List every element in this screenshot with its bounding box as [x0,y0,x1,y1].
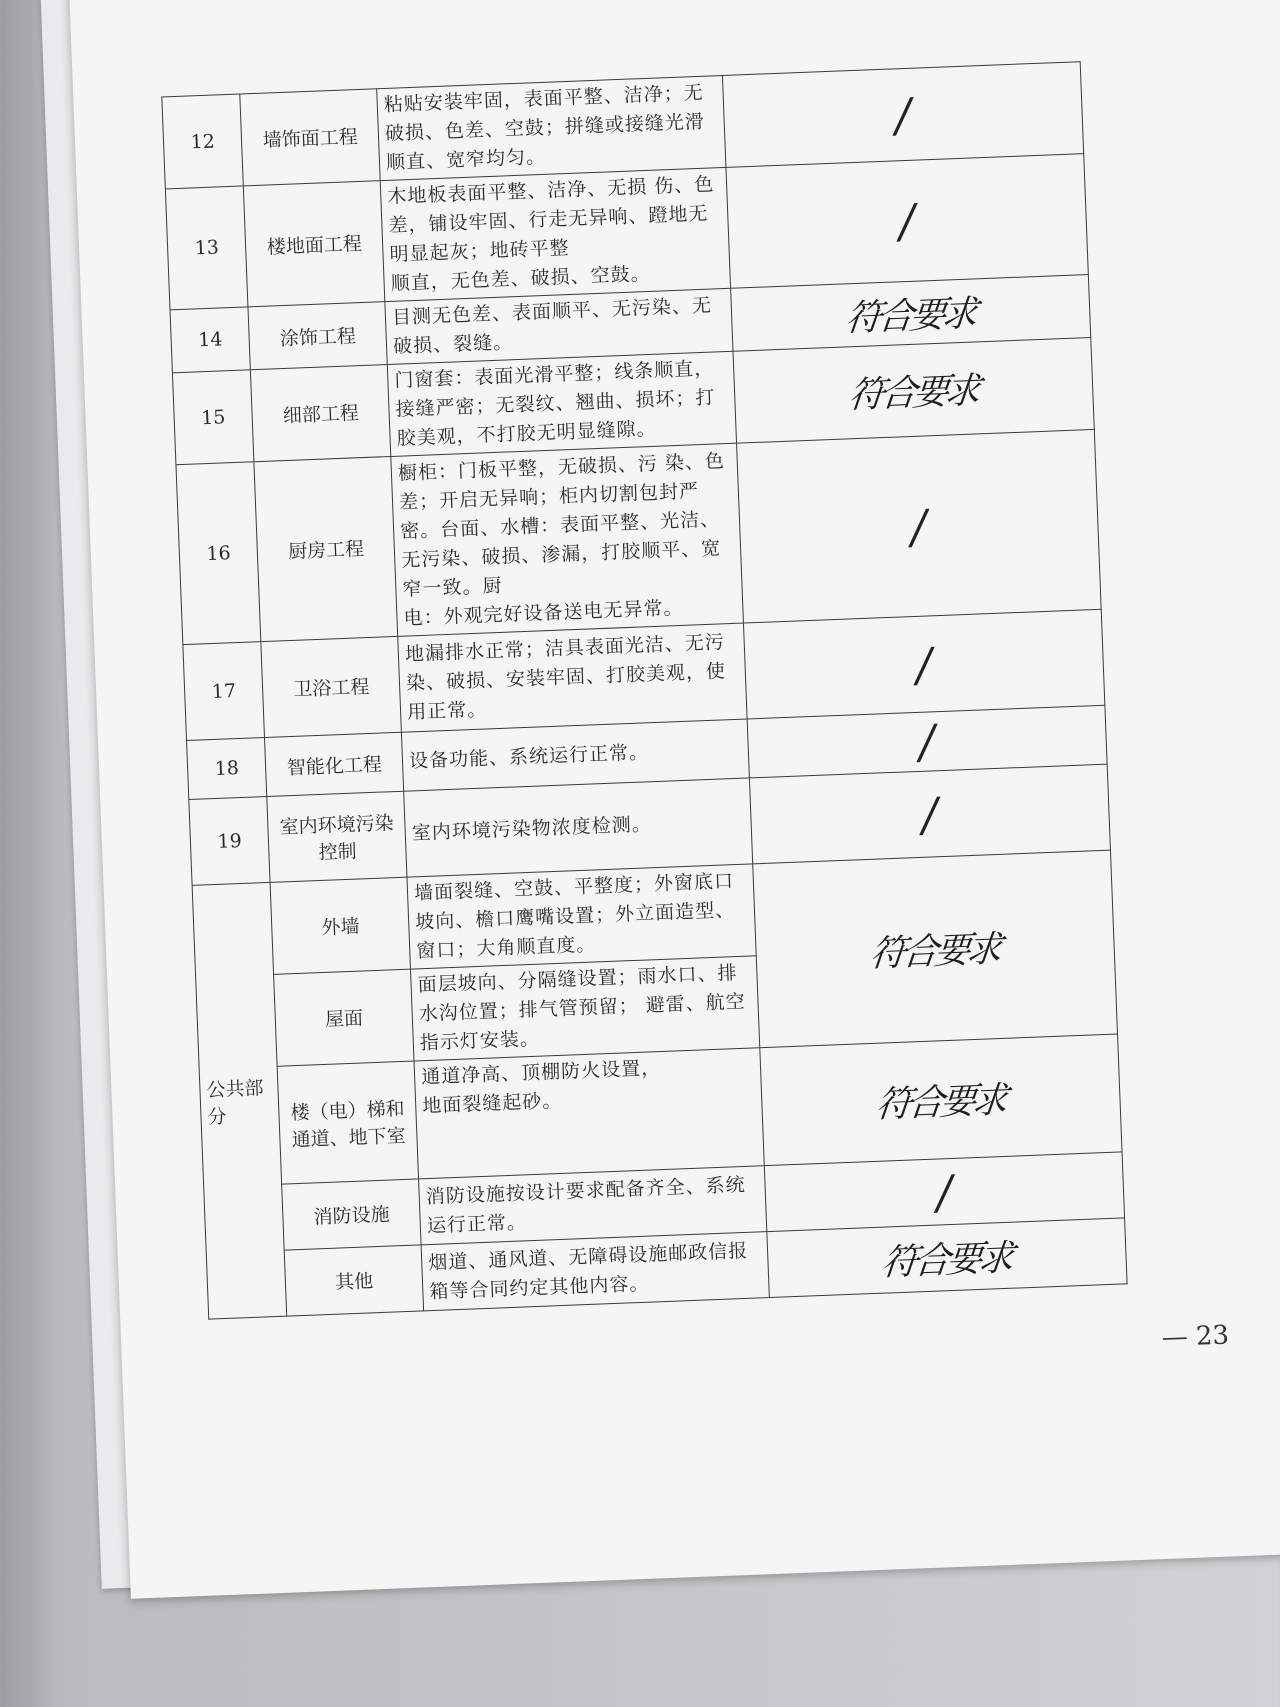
row-number: 15 [172,370,254,465]
public-section-label: 公共部分 [192,882,287,1319]
result-mark: / [894,87,912,142]
result-cell [749,764,1110,864]
item-name: 细部工程 [251,365,391,462]
page-number: — 23 [1161,1320,1230,1354]
result-cell [736,429,1101,623]
result-mark: / [921,786,939,842]
result-mark: / [915,636,933,692]
handwritten-signature: 符合要求 [874,1079,1007,1126]
standard-text: 橱柜：门板平整，无破损、污 染、色差；开启无异响；柜内切割包封严密。台面、水槽：表面平整、光洁、无污染、破损、渗漏，打胶顺平、宽窄一致。厨 电：外观完好设备送电无异常。 [391,443,743,636]
item-name: 室内环境污染控制 [267,791,407,882]
item-name: 外墙 [270,877,410,974]
item-name: 消防设施 [282,1179,421,1250]
row-number: 19 [189,796,271,885]
item-name: 其他 [284,1245,423,1316]
standard-text: 面层坡向、分隔缝设置；雨水口、排水沟位置；排气管预留； 避雷、航空指示灯安装。 [411,956,760,1061]
standard-text: 目测无色差、表面顺平、无污染、无破损、裂缝。 [385,288,733,364]
item-name: 厨房工程 [254,456,398,641]
handwritten-signature: 符合要求 [844,292,977,339]
result-mark: / [918,714,936,769]
standard-text: 门窗套：表面光滑平整；线条顺直，接缝严密；无裂纹、翘曲、损坏；打胶美观，不打胶无明显缝隙。 [387,351,736,456]
standard-text: 墙面裂缝、空鼓、平整度；外窗底口坡向、檐口鹰嘴设置；外立面造型、窗口；大角顺直度。 [407,864,756,969]
result-cell [733,338,1095,444]
result-cell [722,62,1084,168]
standard-text: 烟道、通风道、无障碍设施邮政信报箱等合同约定其他内容。 [421,1232,769,1311]
handwritten-signature: 符合要求 [880,1237,1013,1284]
result-cell [767,1218,1128,1298]
standard-text: 设备功能、系统运行正常。 [402,719,750,791]
row-number: 18 [187,738,268,800]
row-number: 14 [170,307,251,373]
row-number: 16 [176,462,261,645]
item-name: 墙饰面工程 [240,89,380,186]
row-number: 13 [165,186,248,310]
result-mark: / [935,1164,954,1220]
item-name: 楼（电）梯和通道、地下室 [277,1061,418,1184]
acceptance-table [161,61,1127,1319]
document-page [68,0,1280,1599]
result-cell [726,154,1089,289]
row-number: 12 [162,94,244,189]
standard-text: 地漏排水正常；洁具表面光洁、无污染、破损、安装牢固、打胶美观，使用正常。 [398,623,747,732]
item-name: 智能化工程 [265,732,404,796]
standard-text: 通道净高、顶棚防火设置， 地面裂缝起砂。 [414,1048,764,1179]
result-cell [743,609,1105,719]
handwritten-signature: 符合要求 [847,370,980,417]
row-number: 17 [183,642,265,741]
standard-text: 木地板表面平整、洁净、无损 伤、色差，铺设牢固、行走无异响、蹬地无明显起灰；地砖平整 顺直，无色差、破损、空鼓。 [380,167,730,301]
result-cell [752,850,1117,1048]
standard-text: 室内环境污染物浓度检测。 [404,778,753,877]
result-mark: / [898,193,916,249]
item-name: 卫浴工程 [261,636,401,737]
result-cell [760,1034,1123,1166]
result-mark: / [909,498,928,554]
item-name: 楼地面工程 [244,181,385,307]
item-name: 屋面 [274,969,414,1066]
table-row [176,429,1101,644]
item-name: 涂饰工程 [248,302,387,370]
handwritten-signature: 符合要求 [868,928,1001,976]
standard-text: 消防设施按设计要求配备齐全、系统运行正常。 [419,1166,767,1245]
standard-text: 粘贴安装牢固，表面平整、洁净；无破损、色差、空鼓；拼缝或接缝光滑顺直、宽窄均匀。 [377,75,726,180]
